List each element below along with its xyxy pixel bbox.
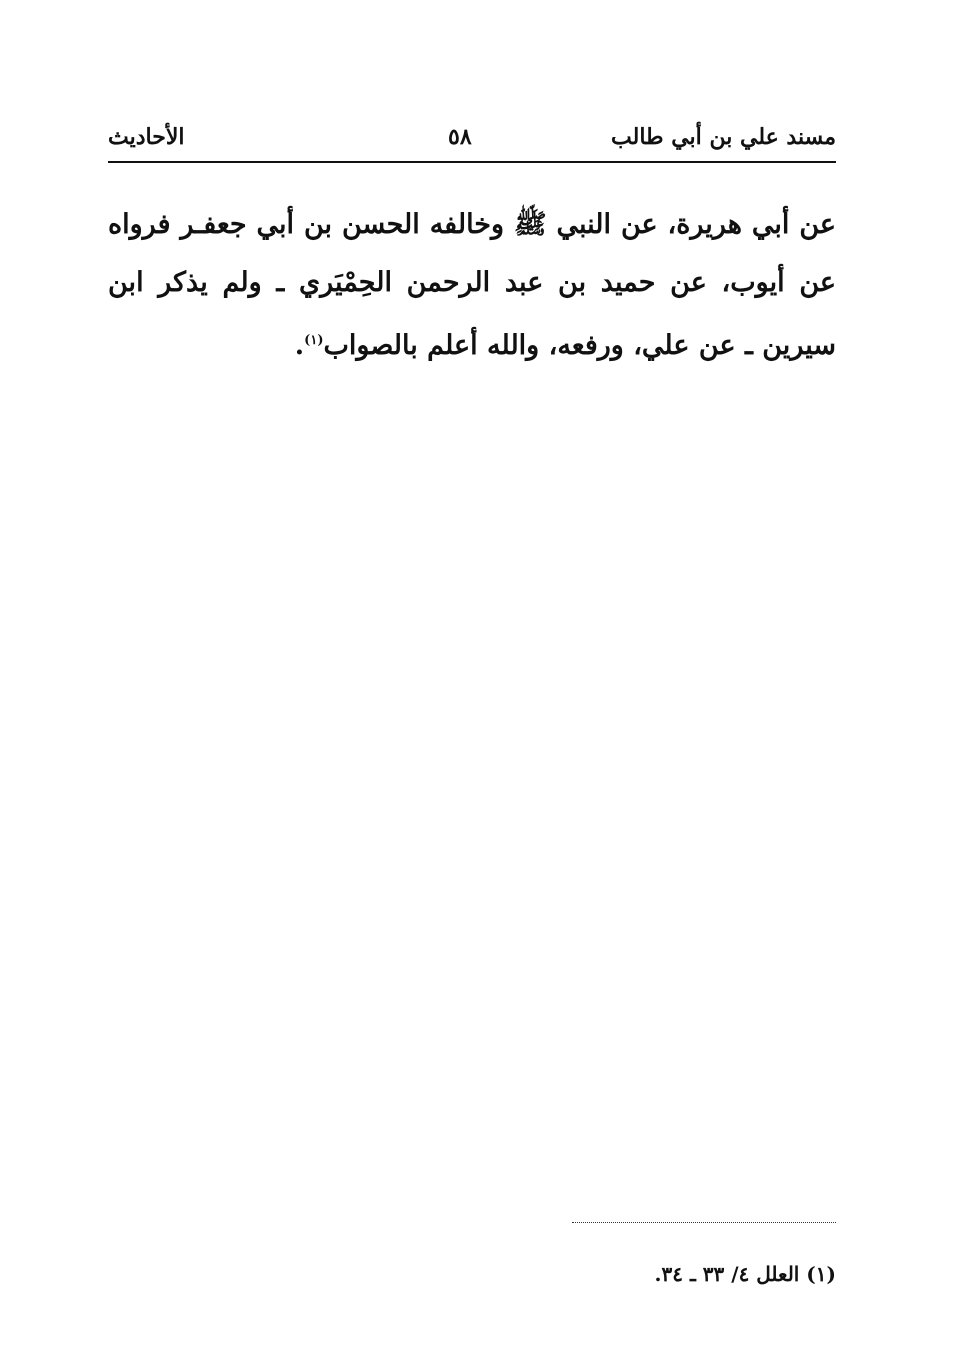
footnote-divider bbox=[572, 1222, 836, 1223]
header-section-title: الأحاديث bbox=[108, 124, 185, 150]
paragraph bbox=[108, 196, 836, 375]
main-text bbox=[108, 196, 836, 375]
paragraph-end-mark: . bbox=[294, 330, 305, 361]
running-header bbox=[108, 124, 836, 160]
header-page-number: ٥٨ bbox=[448, 124, 472, 150]
footnote: (١) العلل ٤/ ٣٣ ـ ٣٤. bbox=[654, 1262, 836, 1286]
header-book-title: مسند علي بن أبي طالب bbox=[611, 124, 836, 150]
header-divider bbox=[108, 161, 836, 163]
footnote-reference[interactable]: (١) bbox=[304, 333, 324, 348]
paragraph-text: عن أبي هريرة، عن النبي ﷺ وخالفه الحسن بن أبي جعفـر فرواه عن أيوب، عن حميد بن عبد الرحمن الحِمْيَري ـ ولم يذكر ابن سيرين ـ عن علي، ورفعه، والله أعلم بالصواب bbox=[108, 209, 837, 361]
